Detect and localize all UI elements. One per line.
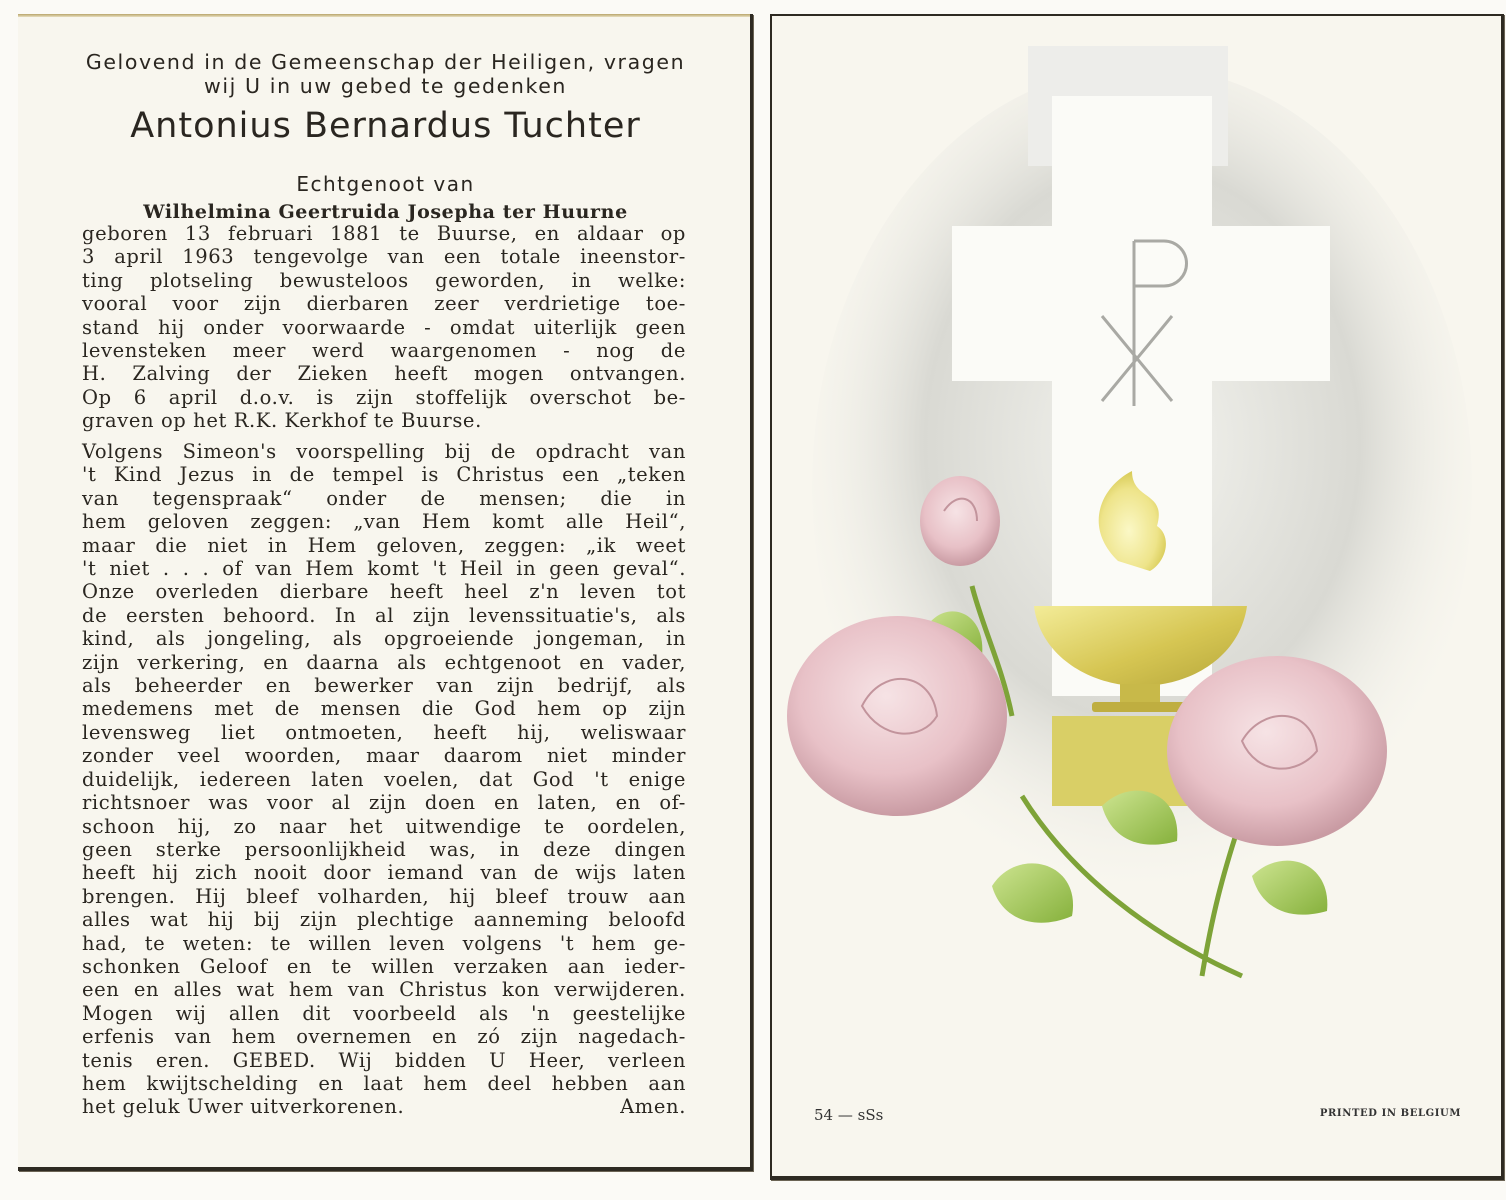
paragraph-line: levensweg liet ontmoeten, heeft hij, weliswaar (82, 720, 686, 744)
rose-right (1167, 656, 1387, 846)
printed-in-label: PRINTED IN BELGIUM (1319, 1108, 1461, 1119)
paragraph-line: Volgens Simeon's voorspelling bij de opdracht van (82, 440, 686, 463)
paragraph-line: alles wat hij bij zijn plechtige aanneming beloofd (82, 908, 686, 932)
deceased-name: Antonius Bernardus Tuchter (130, 106, 641, 146)
paragraph-line: van tegenspraak“ onder de mensen; die in (82, 486, 686, 510)
paragraph-line: 't niet . . . of van Hem komt 't Heil in geen geval“. (82, 557, 686, 581)
paragraph-line: maar die niet in Hem geloven, zeggen: „ik weet (82, 533, 686, 557)
paragraph-line: een en alles wat hem van Christus kon verwijderen. (82, 978, 686, 1002)
memorial-card-text-side (18, 14, 753, 1171)
paragraph-line (82, 1095, 686, 1118)
intro-line: Gelovend in de Gemeenschap der Heiligen, vragen (85, 50, 686, 74)
paragraph-line: H. Zalving der Zieken heeft mogen ontvangen. (82, 362, 686, 386)
paragraph-line: schonken Geloof en te willen verzaken aan ieder- (82, 954, 686, 978)
paragraph-line: zijn verkering, en daarna als echtgenoot en vader, (82, 650, 686, 674)
paragraph-line: geboren 13 februari 1881 te Buurse, en aldaar op (82, 222, 686, 245)
paragraph-line: kind, als jongeling, als opgroeiende jongeman, in (82, 627, 686, 651)
paragraph-line: had, te weten: te willen leven volgens 't hem ge- (82, 931, 686, 955)
paragraph-line: 3 april 1963 tengevolge van een totale ineenstor- (82, 245, 686, 269)
paragraph-line: levensteken meer werd waargenomen - nog de (82, 339, 686, 363)
paragraph-line: graven op het R.K. Kerkhof te Buurse. (82, 409, 482, 433)
paragraph-line: hem kwijtschelding en laat hem deel hebben aan (82, 1071, 686, 1095)
biography-paragraph (82, 222, 686, 433)
paragraph-line: hem geloven zeggen: „van Hem komt alle Heil“, (82, 510, 686, 534)
paragraph-line: tenis eren. GEBED. Wij bidden U Heer, verleen (82, 1048, 686, 1072)
paragraph-line: vooral voor zijn dierbaren zeer verdrietige toe- (82, 292, 686, 316)
cross-roses-illustration (772, 16, 1502, 1176)
paragraph-line: erfenis van hem overnemen en zó zijn nagedach- (82, 1025, 686, 1049)
card-top-edge (18, 14, 750, 17)
paragraph-line: richtsnoer was voor al zijn doen en laten, en of- (82, 791, 686, 815)
paragraph-line: ting plotseling bewusteloos geworden, in welke: (82, 268, 686, 292)
paragraph-line: schoon hij, zo naar het uitwendige te oordelen, (82, 814, 686, 838)
paragraph-line: heeft hij zich nooit door iemand van de wijs laten (82, 861, 686, 885)
paragraph-line: brengen. Hij bleef volharden, hij bleef trouw aan (82, 884, 686, 908)
amen-text: Amen. (620, 1095, 686, 1119)
paragraph-line: Op 6 april d.o.v. is zijn stoffelijk overschot be- (82, 385, 686, 409)
rose-left (787, 616, 1007, 816)
paragraph-line: medemens met de mensen die God hem op zijn (82, 697, 686, 721)
paragraph-line: Mogen wij allen dit voorbeeld als 'n geestelijke (82, 1001, 686, 1025)
spouse-label: Echtgenoot van (296, 172, 475, 196)
paragraph-line: als beheerder en bewerker van zijn bedrijf, als (82, 674, 686, 698)
card-number: 54 — sSs (814, 1106, 884, 1124)
paragraph-line: geen sterke persoonlijkheid was, in deze dingen (82, 837, 686, 861)
paragraph-line: zonder veel woorden, maar daarom niet minder (82, 744, 686, 768)
memorial-card-image-side (770, 14, 1504, 1180)
paragraph-line: Onze overleden dierbare heeft heel z'n leven tot (82, 580, 686, 604)
paragraph-line-text: het geluk Uwer uitverkorenen. (82, 1095, 405, 1119)
reflection-paragraph (82, 440, 686, 1119)
intro-line: wij U in uw gebed te gedenken (203, 74, 567, 98)
paragraph-line: 't Kind Jezus in de tempel is Christus een „teken (82, 463, 686, 487)
paragraph-line: stand hij onder voorwaarde - omdat uiterlijk geen (82, 315, 686, 339)
rosebud-top (920, 476, 1000, 566)
spouse-name: Wilhelmina Geertruida Josepha ter Huurne (143, 201, 628, 223)
intro-text (18, 50, 753, 98)
paragraph-line: de eersten behoord. In al zijn levenssituatie's, als (82, 603, 686, 627)
paragraph-line: duidelijk, iedereen laten voelen, dat God 't enige (82, 767, 686, 791)
